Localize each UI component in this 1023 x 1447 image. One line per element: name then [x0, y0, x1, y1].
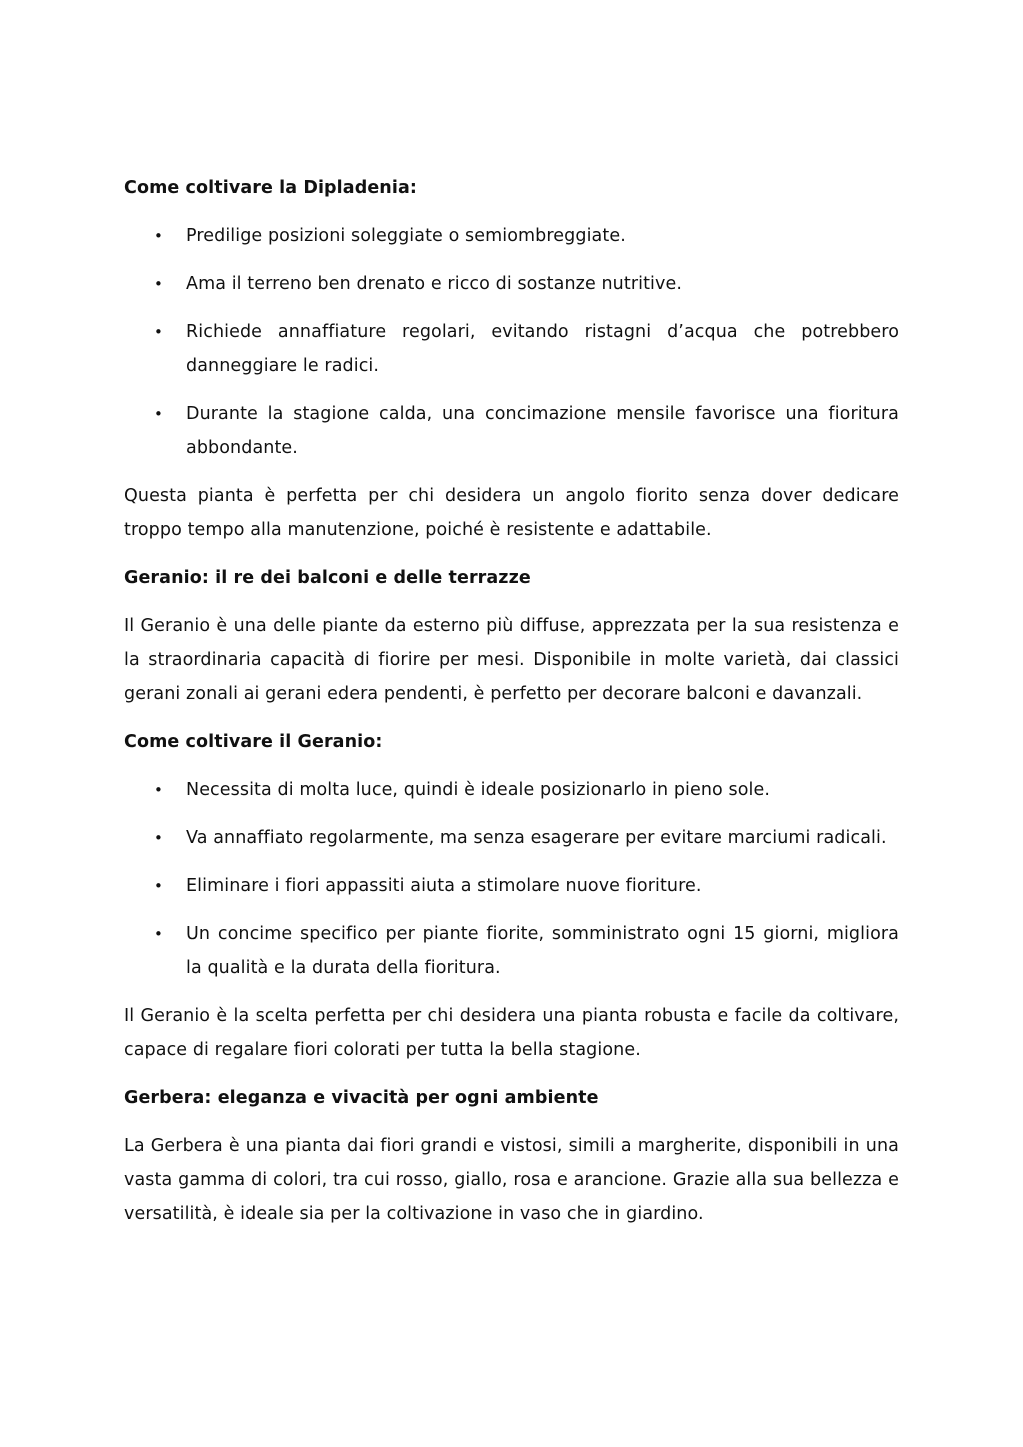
geranio-bullet-list [124, 773, 899, 985]
bullet-icon: • [154, 781, 163, 799]
list-item [124, 267, 899, 301]
list-item-text: Durante la stagione calda, una concimazione mensile favorisce una fioritura abbondante. [186, 404, 899, 458]
list-item-text: Predilige posizioni soleggiate o semiombreggiate. [186, 226, 626, 246]
list-item [124, 397, 899, 465]
geranio-conclusion-paragraph: Il Geranio è la scelta perfetta per chi desidera una pianta robusta e facile da coltivare, capace di regalare fiori colorati per tutta la bella stagione. [124, 1006, 899, 1060]
gerbera-intro-paragraph: La Gerbera è una pianta dai fiori grandi e vistosi, simili a margherite, disponibili in una vasta gamma di colori, tra cui rosso, giallo, rosa e arancione. Grazie alla sua bellezza e versatilità, è ideale sia per la coltivazione in vaso che in giardino. [124, 1136, 899, 1224]
list-item [124, 773, 899, 807]
list-item [124, 869, 899, 903]
document-page [124, 171, 899, 1245]
list-item-text: Ama il terreno ben drenato e ricco di sostanze nutritive. [186, 274, 682, 294]
list-item-text: Eliminare i fiori appassiti aiuta a stimolare nuove fioriture. [186, 876, 702, 896]
bullet-icon: • [154, 925, 163, 943]
dipladenia-bullet-list [124, 219, 899, 465]
list-item [124, 315, 899, 383]
geranio-howto-heading: Come coltivare il Geranio: [124, 732, 383, 752]
bullet-icon: • [154, 227, 163, 245]
list-item-text: Necessita di molta luce, quindi è ideale posizionarlo in pieno sole. [186, 780, 771, 800]
bullet-icon: • [154, 829, 163, 847]
geranio-intro-paragraph: Il Geranio è una delle piante da esterno più diffuse, apprezzata per la sua resistenza e la straordinaria capacità di fiorire per mesi. Disponibile in molte varietà, dai classici gerani zonali ai gerani edera pendenti, è perfetto per decorare balconi e davanzali. [124, 616, 899, 704]
list-item [124, 917, 899, 985]
list-item [124, 821, 899, 855]
list-item-text: Richiede annaffiature regolari, evitando ristagni d’acqua che potrebbero danneggiare le radici. [186, 322, 899, 376]
gerbera-section-heading: Gerbera: eleganza e vivacità per ogni ambiente [124, 1088, 599, 1108]
bullet-icon: • [154, 323, 163, 341]
bullet-icon: • [154, 275, 163, 293]
dipladenia-howto-heading: Come coltivare la Dipladenia: [124, 178, 417, 198]
list-item-text: Va annaffiato regolarmente, ma senza esagerare per evitare marciumi radicali. [186, 828, 887, 848]
list-item-text: Un concime specifico per piante fiorite, somministrato ogni 15 giorni, migliora la qualità e la durata della fioritura. [186, 924, 899, 978]
bullet-icon: • [154, 405, 163, 423]
geranio-section-heading: Geranio: il re dei balconi e delle terrazze [124, 568, 531, 588]
bullet-icon: • [154, 877, 163, 895]
dipladenia-conclusion-paragraph: Questa pianta è perfetta per chi desidera un angolo fiorito senza dover dedicare troppo tempo alla manutenzione, poiché è resistente e adattabile. [124, 486, 899, 540]
list-item [124, 219, 899, 253]
